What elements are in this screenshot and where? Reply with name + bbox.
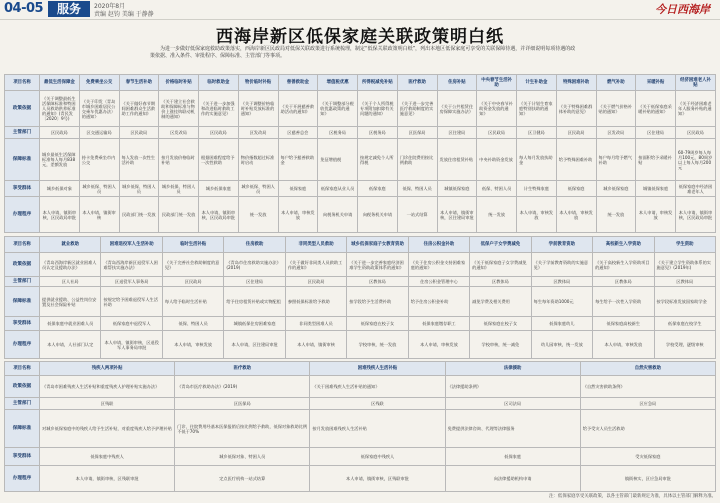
footnote: 注：低保家庭享受关联政策，以各主管部门最新规定为准，具体以主管部门解释为准。: [549, 494, 716, 499]
row-label: 办理程序: [5, 197, 40, 233]
table-cell: 发放住房租赁补贴: [437, 139, 477, 181]
table-cell: 向税务机关申请: [358, 197, 398, 233]
table-cell: 《关于燃气价格补贴的通知》: [596, 91, 636, 127]
table-cell: 城乡低保对象: [40, 181, 80, 197]
column-header: 法律援助: [445, 362, 580, 376]
table-cell: 低保家庭: [358, 181, 398, 197]
table-cell: 低保家庭: [278, 181, 318, 197]
table-cell: 减免学费及相关费用: [470, 287, 531, 317]
table-cell: 本人申请，审核发放: [517, 197, 557, 233]
column-header: 春节生活补助: [119, 75, 159, 91]
table-cell: 每生给予一次性入学资助: [593, 287, 654, 317]
table-cell: 《关于经济困难老年人服务补贴的通知》: [676, 91, 716, 127]
table-cell: 《关于做好春节期间困难群众生活救助工作的通知》: [119, 91, 159, 127]
table-cell: 计生特殊家庭: [517, 181, 557, 197]
table-cell: 《青岛市医疗救助办法》(2019): [175, 376, 310, 398]
column-header: 最低生活保障金: [40, 75, 80, 91]
table-cell: 按规定给予困难退役军人生活补助: [101, 287, 162, 317]
row-label: 办理程序: [5, 466, 40, 492]
column-header: 城乡低保家庭子女教育资助: [347, 237, 408, 253]
table-cell: 城乡低保、特困人员: [119, 181, 159, 197]
column-header: 经济困难老人补贴: [676, 75, 716, 91]
table-cell: 每人给予临时生活补贴: [162, 287, 223, 317]
table-cell: 镇街核实，区应急局审批: [580, 466, 715, 492]
column-header: 困难残疾人生活补贴: [310, 362, 445, 376]
table-cell: 低保家庭高校新生: [593, 317, 654, 331]
table-cell: 统一发放: [238, 197, 278, 233]
table-cell: 《青岛西海岸新区退役军人困难帮扶实施办法》: [101, 253, 162, 277]
table-cell: 《关于印发〈青岛市城乡困难居民公交乘车优惠办法〉的通知》: [79, 91, 119, 127]
table-cell: 区住建局: [224, 277, 285, 287]
table-row: [5, 197, 716, 233]
table-row: [5, 331, 716, 359]
table-cell: 每户每月给予燃气补助: [596, 139, 636, 181]
table-header-row: [5, 362, 716, 376]
table-cell: 城镇低保家庭: [437, 181, 477, 197]
column-header: 非同类型人员救助: [285, 237, 346, 253]
table-cell: 低保家庭: [556, 181, 596, 197]
table-cell: 城乡最低生活保障标准每人每月838元，差额发放: [40, 139, 80, 181]
table-cell: 《关于困难残疾人生活补贴的通知》: [310, 376, 445, 398]
row-label: 政策依据: [5, 91, 40, 127]
table-cell: 《关于调整最低生活保障标准和特困人员救助供养标准的通知》(青民发〔2020〕9号): [40, 91, 80, 127]
table-cell: 区教体局: [531, 277, 592, 287]
table-cell: 《关于调整部分税收优惠政策的通知》: [318, 91, 358, 127]
column-header: 临时救助金: [199, 75, 239, 91]
table-cell: 区司法局: [445, 398, 580, 410]
table-cell: 《关于进一步加强和改进临时救助工作的实施意见》: [199, 91, 239, 127]
table-cell: 区民政局: [40, 127, 80, 139]
table-cell: 《关于低保家庭子女学费减免的通知》: [470, 253, 531, 277]
table-cell: 低保家庭幼儿: [531, 317, 592, 331]
table-cell: 《青岛市住房救助实施办法》(2019): [224, 253, 285, 277]
table-cell: 幼儿园审核，统一发放: [531, 331, 592, 359]
issue-date: 2020年8月: [94, 3, 126, 10]
table-cell: 低保家庭中退役军人: [101, 317, 162, 331]
table-cell: 低保家庭中残疾人: [310, 448, 445, 466]
column-header: 中央春节生活补助: [477, 75, 517, 91]
table-cell: 低保家庭: [445, 448, 580, 466]
table-cell: 区民政局: [556, 127, 596, 139]
table-cell: 按月发放价格临时补贴: [159, 139, 199, 181]
table-cell: 给予特殊困难补助: [556, 139, 596, 181]
column-header: 燃气补助: [596, 75, 636, 91]
section-label: 服务: [48, 1, 90, 17]
table-row: [5, 127, 716, 139]
column-header: 免费乘坐公交: [79, 75, 119, 91]
column-header: 价格临时补贴: [159, 75, 199, 91]
table-cell: 60-79周岁每人每月100元，80周岁以上每人每月200元: [676, 139, 716, 181]
table-cell: 参照低保标准给予救助: [285, 287, 346, 317]
row-label: 主管部门: [5, 398, 40, 410]
intro-paragraph: 为进一步做好低保家庭救助政策落实，西海岸新区民政局对低保关联政策进行系统梳理，制定“低保关联政策明白纸”，列出本地区低保家庭可享受的关联保障待遇，并详细说明每项待遇的政策依据、准入条件、审批程序、保障标准、主管部门等事项。: [150, 46, 576, 59]
editor-credits: 责编 赵钧 美编 于静静: [94, 11, 154, 18]
column-header: 项目名称: [5, 362, 40, 376]
column-header: 计生补助金: [517, 75, 557, 91]
table-cell: 本人申请，镇街审核，区残联审批: [40, 466, 175, 492]
table-cell: 住房公积金管理中心: [408, 277, 469, 287]
table-cell: 区残联: [40, 398, 175, 410]
table-row: [5, 410, 716, 448]
table-cell: 《关于高校新生入学资助项目的通知》: [593, 253, 654, 277]
table-cell: 《关于个人所得税专项附加扣除有关问题的通知》: [358, 91, 398, 127]
table-row: [5, 466, 716, 492]
table-cell: 区慈善总会: [278, 127, 318, 139]
table-row: [5, 317, 716, 331]
table-cell: 城乡低保家庭: [596, 181, 636, 197]
table-row: [5, 277, 716, 287]
page-header: [0, 0, 720, 20]
table-row: [5, 376, 716, 398]
table-cell: 本人申请，人社部门认定: [40, 331, 101, 359]
column-header: 项目名称: [5, 237, 40, 253]
table-cell: 低保家庭在校子女: [470, 317, 531, 331]
table-cell: 学校审核，统一减免: [470, 331, 531, 359]
table-cell: 城乡低保家庭: [199, 181, 239, 197]
column-header: 低保户子女学费减免: [470, 237, 531, 253]
table-row: [5, 448, 716, 466]
table-cell: 每户给予慈善救助金: [278, 139, 318, 181]
table-cell: 本人申请，镇街审核: [285, 331, 346, 359]
table-cell: 低保家庭在校学生: [654, 317, 715, 331]
table-cell: 本人申请，镇街审核，区住建局审批: [437, 197, 477, 233]
table-cell: 本人申请，审核发放: [636, 197, 676, 233]
policy-table-3: [4, 361, 716, 492]
column-header: 慈善救助金: [278, 75, 318, 91]
table-cell: 区应急局: [580, 398, 715, 410]
column-header: 学生资助: [654, 237, 715, 253]
table-cell: 《法律援助条例》: [445, 376, 580, 398]
table-cell: 区卫健局: [517, 127, 557, 139]
row-label: 政策依据: [5, 253, 40, 277]
column-header: 临时生活补贴: [162, 237, 223, 253]
table-cell: 非同类型困难人员: [285, 317, 346, 331]
column-header: 学前教育资助: [531, 237, 592, 253]
column-header: 住房公积金补助: [408, 237, 469, 253]
table-row: [5, 91, 716, 127]
row-label: 享受群体: [5, 317, 40, 331]
table-cell: 本人申请，镇街审核，区民政局审批: [676, 197, 716, 233]
table-cell: 本人申请，审核发放: [162, 331, 223, 359]
table-cell: 区发改局: [159, 127, 199, 139]
table-cell: 按学段标准发放国家助学金: [654, 287, 715, 317]
table-cell: 按学段给予生活费补助: [347, 287, 408, 317]
table-cell: 低保、特困人员: [477, 181, 517, 197]
table-cell: 每生每年资助1000元: [531, 287, 592, 317]
table-cell: 区税务局: [358, 127, 398, 139]
table-cell: 区税务局: [318, 127, 358, 139]
table-cell: 受灾低保家庭: [580, 448, 715, 466]
table-header-row: [5, 75, 716, 91]
table-cell: 《关于公共租赁住房保障实施办法》: [437, 91, 477, 127]
row-label: 保障标准: [5, 139, 40, 181]
table-cell: 区发改局: [596, 127, 636, 139]
table-cell: 区民政局: [477, 127, 517, 139]
table-cell: 低保家庭在校子女: [347, 317, 408, 331]
column-header: 项目名称: [5, 75, 40, 91]
table-cell: 区发改局: [238, 127, 278, 139]
table-cell: 每人发放一次性生活补助: [119, 139, 159, 181]
table-cell: 中央补助资金发放: [477, 139, 517, 181]
table-cell: 区教体局: [654, 277, 715, 287]
table-cell: 门诊住院费用按比例救助: [397, 139, 437, 181]
table-cell: 统一发放: [596, 197, 636, 233]
row-label: 享受群体: [5, 448, 40, 466]
table-cell: 《关于完善社会救助制度的意见》: [162, 253, 223, 277]
table-cell: 《关于做好非同类人员救助工作的通知》: [285, 253, 346, 277]
table-cell: 持卡免费乘坐市内公交: [79, 139, 119, 181]
column-header: 困难退役军人生活补助: [101, 237, 162, 253]
table-cell: 城乡低保、特困人员: [159, 181, 199, 197]
table-cell: 本人申请，审核发放: [593, 331, 654, 359]
table-cell: 《青岛西海岸新区就业困难人员认定及援助办法》: [40, 253, 101, 277]
column-header: 所得税减免补贴: [358, 75, 398, 91]
table-cell: 《关于进一步完善医疗救助制度的实施意见》: [397, 91, 437, 127]
newspaper-masthead: 今日西海岸: [655, 3, 710, 16]
table-cell: 民政部门统一发放: [119, 197, 159, 233]
table-cell: 学校受理，逐级审核: [654, 331, 715, 359]
table-cell: 《青岛市困难残疾人生活补贴和重度残疾人护理补贴实施办法》: [40, 376, 175, 398]
row-label: 主管部门: [5, 127, 40, 139]
table-cell: 学校审核，统一发放: [347, 331, 408, 359]
table-cell: 免费提供法律咨询、代理等法律服务: [445, 410, 580, 448]
column-header: 就业救助: [40, 237, 101, 253]
table-cell: 《关于进一步完善家庭经济困难学生资助政策体系的通知》: [347, 253, 408, 277]
table-cell: 城乡低保、特困人员: [238, 181, 278, 197]
table-cell: 本人申请，镇街审核，区退役军人事务局审批: [101, 331, 162, 359]
table-cell: 《关于建立社会救助和保障标准与物价上涨挂钩联动机制的通知》: [159, 91, 199, 127]
table-cell: 区民政局: [119, 127, 159, 139]
table-cell: 按面积给予采暖补贴: [636, 139, 676, 181]
table-cell: 城乡低保、特困人员: [79, 181, 119, 197]
table-cell: 按规定减免个人所得税: [358, 139, 398, 181]
column-header: 残疾人两项补贴: [40, 362, 175, 376]
row-label: 主管部门: [5, 277, 40, 287]
row-label: 办理程序: [5, 331, 40, 359]
table-cell: 统一发放: [477, 197, 517, 233]
table-cell: 低保家庭中经济困难老年人: [676, 181, 716, 197]
table-cell: 物价指数超过标准时启动: [238, 139, 278, 181]
table-row: [5, 287, 716, 317]
table-cell: 给予受灾人员生活救助: [580, 410, 715, 448]
table-cell: 区教体局: [593, 277, 654, 287]
column-header: 住房救助: [224, 237, 285, 253]
table-cell: 《关于建立学生资助体系的实施意见》(2019年): [654, 253, 715, 277]
table-cell: 区残联: [310, 398, 445, 410]
column-header: 住房补贴: [437, 75, 477, 91]
column-header: 自然灾害救助: [580, 362, 715, 376]
table-cell: 低保家庭中残疾人: [40, 448, 175, 466]
page-number: 04-05: [4, 1, 44, 16]
table-cell: 给予住房租赁补贴或实物配租: [224, 287, 285, 317]
table-cell: 本人申请，区住建局审批: [224, 331, 285, 359]
table-cell: 民政部门统一发放: [159, 197, 199, 233]
table-cell: 区交通运输局: [79, 127, 119, 139]
table-cell: 区医保局: [397, 127, 437, 139]
table-header-row: [5, 237, 716, 253]
table-cell: 提供就业援助、公益性岗位安置及社会保险补贴: [40, 287, 101, 317]
column-header: 高校新生入学资助: [593, 237, 654, 253]
table-cell: 低保家庭缴存职工: [408, 317, 469, 331]
table-cell: 区民政局: [162, 277, 223, 287]
table-cell: 区退役军人事务局: [101, 277, 162, 287]
table-cell: 《关于特殊困难群体补助的意见》: [556, 91, 596, 127]
table-cell: 区民政局: [199, 127, 239, 139]
table-cell: 本人申请，审核发放: [408, 331, 469, 359]
table-cell: 一站式结算: [397, 197, 437, 233]
table-row: [5, 398, 716, 410]
table-cell: 低保、特困人员: [162, 317, 223, 331]
table-cell: 低保家庭中就业困难人员: [40, 317, 101, 331]
table-cell: 区住建局: [636, 127, 676, 139]
table-cell: 免征增值税: [318, 139, 358, 181]
table-cell: 区医保局: [175, 398, 310, 410]
table-cell: 《关于学前教育资助的实施意见》: [531, 253, 592, 277]
column-header: 医疗救助: [397, 75, 437, 91]
table-cell: 按月发放困难残疾人生活补贴: [310, 410, 445, 448]
table-cell: 区教体局: [470, 277, 531, 287]
table-cell: 低保、特困人员: [397, 181, 437, 197]
table-cell: 区教体局: [347, 277, 408, 287]
row-label: 保障标准: [5, 410, 40, 448]
table-cell: 低保家庭从业人员: [318, 181, 358, 197]
table-cell: 本人申请，镇街审核，区民政局审批: [40, 197, 80, 233]
table-cell: 根据困难程度给予一次性救助: [199, 139, 239, 181]
table-cell: 每人每月发放扶助金: [517, 139, 557, 181]
table-cell: 本人申请，审核发放: [556, 197, 596, 233]
page-headline: 西海岸新区低保家庭关联政策明白纸: [216, 27, 504, 47]
table-cell: 定点医疗机构一站式结算: [175, 466, 310, 492]
table-cell: 区民政局: [676, 127, 716, 139]
column-header: 特殊困难补助: [556, 75, 596, 91]
table-cell: 《关于调整价格临时补贴发放标准的通知》: [238, 91, 278, 127]
table-cell: 区住建局: [437, 127, 477, 139]
table-cell: 向税务机关申请: [318, 197, 358, 233]
table-cell: 本人申请，镇街审核，区残联审批: [310, 466, 445, 492]
table-cell: 《自然灾害救助条例》: [580, 376, 715, 398]
table-cell: 《关于开展慈善救助活动的通知》: [278, 91, 318, 127]
table-cell: 门诊、住院费用经基本医保报销后按比例给予救助，低保对象救助比例不低于70%: [175, 410, 310, 448]
table-cell: 给予住房公积金补助: [408, 287, 469, 317]
column-header: 采暖补贴: [636, 75, 676, 91]
column-header: 物价临时补贴: [238, 75, 278, 91]
table-cell: 城镇低保住房困难家庭: [224, 317, 285, 331]
table-cell: 本人申请，镇街审核，区民政局审批: [199, 197, 239, 233]
table-cell: 《关于计划生育家庭特别扶助的通知》: [517, 91, 557, 127]
table-cell: 城镇低保家庭: [636, 181, 676, 197]
table-cell: 区人社局: [40, 277, 101, 287]
table-row: [5, 139, 716, 181]
table-cell: 《关于住房公积金支持困难家庭的通知》: [408, 253, 469, 277]
row-label: 享受群体: [5, 181, 40, 197]
row-label: 政策依据: [5, 376, 40, 398]
table-row: [5, 253, 716, 277]
table-cell: 本人申请，审核发放: [278, 197, 318, 233]
table-cell: 本人申请，镇街审核: [79, 197, 119, 233]
table-cell: 城乡低保对象、特困人员: [175, 448, 310, 466]
table-cell: 对城乡低保家庭中的残疾人给予生活补贴，对重度残疾人给予护理补贴: [40, 410, 175, 448]
column-header: 医疗救助: [175, 362, 310, 376]
table-cell: 《关于中央春节补助资金发放的通知》: [477, 91, 517, 127]
policy-table-1: [4, 74, 716, 233]
table-cell: 向法律援助机构申请: [445, 466, 580, 492]
table-cell: 区民政局: [285, 277, 346, 287]
column-header: 增值税优惠: [318, 75, 358, 91]
row-label: 保障标准: [5, 287, 40, 317]
policy-table-2: [4, 236, 716, 359]
table-cell: 《关于低保家庭采暖补贴的通知》: [636, 91, 676, 127]
table-row: [5, 181, 716, 197]
